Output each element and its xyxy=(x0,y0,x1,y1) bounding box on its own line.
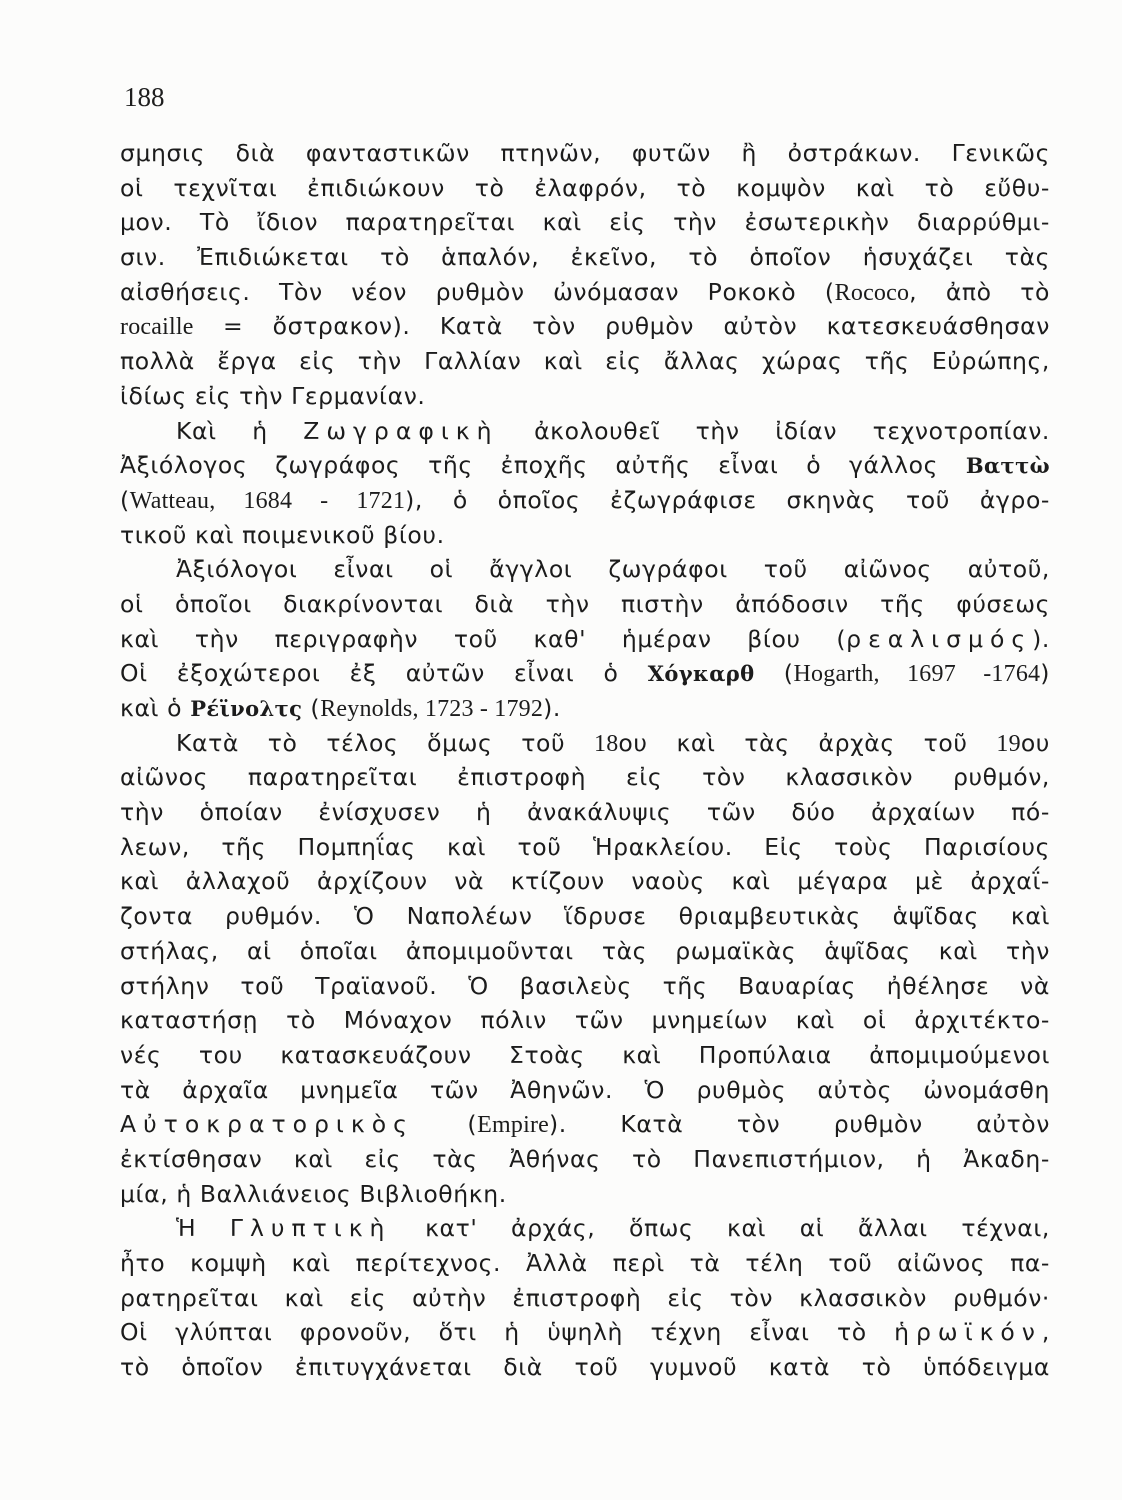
text-line: καὶ τὴν περιγραφὴν τοῦ καθ' ἡμέραν βίου (ρεαλισμός). xyxy=(120,624,1050,653)
text-line: Ἡ Γλυπτικὴ κατ' ἀρχάς, ὅπως καὶ αἱ ἄλλαι τέχναι, xyxy=(176,1214,1050,1243)
text-line: νές του κατασκευάζουν Στοὰς καὶ Προπύλαια ἀπομιμούμενοι xyxy=(120,1040,1050,1069)
text-line: καταστήσῃ τὸ Μόναχον πόλιν τῶν μνημείων καὶ οἱ ἀρχιτέκτο- xyxy=(120,1006,1050,1035)
section-term: Γλυπτικὴ xyxy=(229,1214,392,1243)
section-term: Αὐτοκρατορικὸς xyxy=(120,1110,414,1139)
latin-term: Reynolds, 1723 - 1792 xyxy=(320,696,544,722)
text-line: στήλην τοῦ Τραϊανοῦ. Ὁ βασιλεὺς τῆς Βαυαρίας ἠθέλησε νὰ xyxy=(120,971,1050,1000)
text-line: rocaille = ὄστρακον). Κατὰ τὸν ρυθμὸν αὐτὸν κατεσκευάσθησαν xyxy=(120,312,1050,341)
text-line: ρατηρεῖται καὶ εἰς αὐτὴν ἐπιστροφὴ εἰς τὸν κλασσικὸν ρυθμόν· xyxy=(120,1283,1050,1312)
page-number: 188 xyxy=(124,82,165,112)
text-line: πολλὰ ἔργα εἰς τὴν Γαλλίαν καὶ εἰς ἄλλας χώρας τῆς Εὐρώπης, xyxy=(120,347,1050,376)
text-line: (Watteau, 1684 - 1721), ὁ ὁποῖος ἐζωγράφισε σκηνὰς τοῦ ἀγρο- xyxy=(120,485,1050,514)
text-line: τὸ ὁποῖον ἐπιτυγχάνεται διὰ τοῦ γυμνοῦ κατὰ τὸ ὑπόδειγμα xyxy=(120,1353,1050,1382)
text-line: ἐκτίσθησαν καὶ εἰς τὰς Ἀθήνας τὸ Πανεπιστήμιον, ἡ Ἀκαδη- xyxy=(120,1144,1050,1173)
text-line: Οἱ γλύπται φρονοῦν, ὅτι ἡ ὑψηλὴ τέχνη εἶναι τὸ ἡρωϊκόν, xyxy=(120,1318,1050,1347)
latin-term: Hogarth, 1697 -1764 xyxy=(793,661,1041,688)
artist-name: Ρέϊνολτς xyxy=(190,696,303,721)
text-line: σιν. Ἐπιδιώκεται τὸ ἁπαλόν, ἐκεῖνο, τὸ ὁποῖον ἡσυχάζει τὰς xyxy=(120,243,1050,272)
text-line: αἰσθήσεις. Τὸν νέον ρυθμὸν ὠνόμασαν Ροκοκὸ (Rococo, ἀπὸ τὸ xyxy=(120,277,1050,306)
text-line: Αὐτοκρατορικὸς (Empire). Κατὰ τὸν ρυθμὸν αὐτὸν xyxy=(120,1110,1051,1139)
text-line: Οἱ ἐξοχώτεροι ἐξ αὐτῶν εἶναι ὁ Χόγκαρθ (Hogarth, 1697 -1764) xyxy=(120,659,1051,688)
latin-term: Watteau, 1684 - 1721 xyxy=(129,487,406,514)
artist-name: Βαττὼ xyxy=(965,453,1050,479)
text-line: καὶ ὁ Ρέϊνολτς (Reynolds, 1723 - 1792). xyxy=(120,694,561,722)
text-line: λεων, τῆς Πομπηΐας καὶ τοῦ Ἡρακλείου. Εἰς τοὺς Παρισίους xyxy=(120,832,1050,861)
text-line: οἱ ὁποῖοι διακρίνονται διὰ τὴν πιστὴν ἀπόδοσιν τῆς φύσεως xyxy=(120,589,1050,618)
text-line: τὴν ὁποίαν ἐνίσχυσεν ἡ ἀνακάλυψις τῶν δύο ἀρχαίων πό- xyxy=(120,798,1050,827)
text-line: οἱ τεχνῖται ἐπιδιώκουν τὸ ἐλαφρόν, τὸ κομψὸν καὶ τὸ εὔθυ- xyxy=(120,173,1050,202)
text-line: καὶ ἀλλαχοῦ ἀρχίζουν νὰ κτίζουν ναοὺς καὶ μέγαρα μὲ ἀρχαΐ- xyxy=(120,867,1050,896)
text-line: μία, ἡ Βαλλιάνειος Βιβλιοθήκη. xyxy=(120,1179,507,1208)
artist-name: Χόγκαρθ xyxy=(647,661,755,687)
text-line: Καὶ ἡ Ζωγραφικὴ ἀκολουθεῖ τὴν ἰδίαν τεχνοτροπίαν. xyxy=(176,416,1050,445)
text-line: Κατὰ τὸ τέλος ὅμως τοῦ 18ου καὶ τὰς ἀρχὰς τοῦ 19ου xyxy=(176,728,1050,757)
century-number: 18 xyxy=(594,730,619,757)
text-line: ζοντα ρυθμόν. Ὁ Ναπολέων ἵδρυσε θριαμβευτικὰς ἁψῖδας καὶ xyxy=(120,902,1050,931)
text-line: σμησις διὰ φανταστικῶν πτηνῶν, φυτῶν ἢ ὀστράκων. Γενικῶς xyxy=(120,139,1050,167)
section-term: ρεαλισμός xyxy=(846,624,1033,653)
century-number: 19 xyxy=(996,730,1021,757)
body-text xyxy=(120,136,1050,1385)
latin-term: Rococo xyxy=(834,279,910,306)
text-line: τικοῦ καὶ ποιμενικοῦ βίου. xyxy=(120,520,445,549)
text-line: Ἀξιόλογοι εἶναι οἱ ἄγγλοι ζωγράφοι τοῦ αἰῶνος αὐτοῦ, xyxy=(176,555,1050,584)
text-line: αἰῶνος παρατηρεῖται ἐπιστροφὴ εἰς τὸν κλασσικὸν ρυθμόν, xyxy=(120,763,1050,792)
section-term: Ζωγραφικὴ xyxy=(303,416,499,445)
text-line: Ἀξιόλογος ζωγράφος τῆς ἐποχῆς αὐτῆς εἶναι ὁ γάλλος Βαττὼ xyxy=(120,451,1050,480)
text-line: ἰδίως εἰς τὴν Γερμανίαν. xyxy=(120,381,426,410)
text-line: ἦτο κομψὴ καὶ περίτεχνος. Ἀλλὰ περὶ τὰ τέλη τοῦ αἰῶνος πα- xyxy=(120,1249,1050,1277)
text-line: τὰ ἀρχαῖα μνημεῖα τῶν Ἀθηνῶν. Ὁ ρυθμὸς αὐτὸς ὠνομάσθη xyxy=(120,1075,1050,1104)
section-term: ἡρωϊκόν xyxy=(894,1318,1042,1347)
text-line: μον. Τὸ ἴδιον παρατηρεῖται καὶ εἰς τὴν ἐσωτερικὴν διαρρύθμι- xyxy=(120,208,1050,237)
latin-term: rocaille xyxy=(120,314,194,341)
latin-term: Empire xyxy=(477,1112,550,1139)
text-line: στήλας, αἱ ὁποῖαι ἀπομιμοῦνται τὰς ρωμαϊκὰς ἁψῖδας καὶ τὴν xyxy=(120,936,1050,965)
